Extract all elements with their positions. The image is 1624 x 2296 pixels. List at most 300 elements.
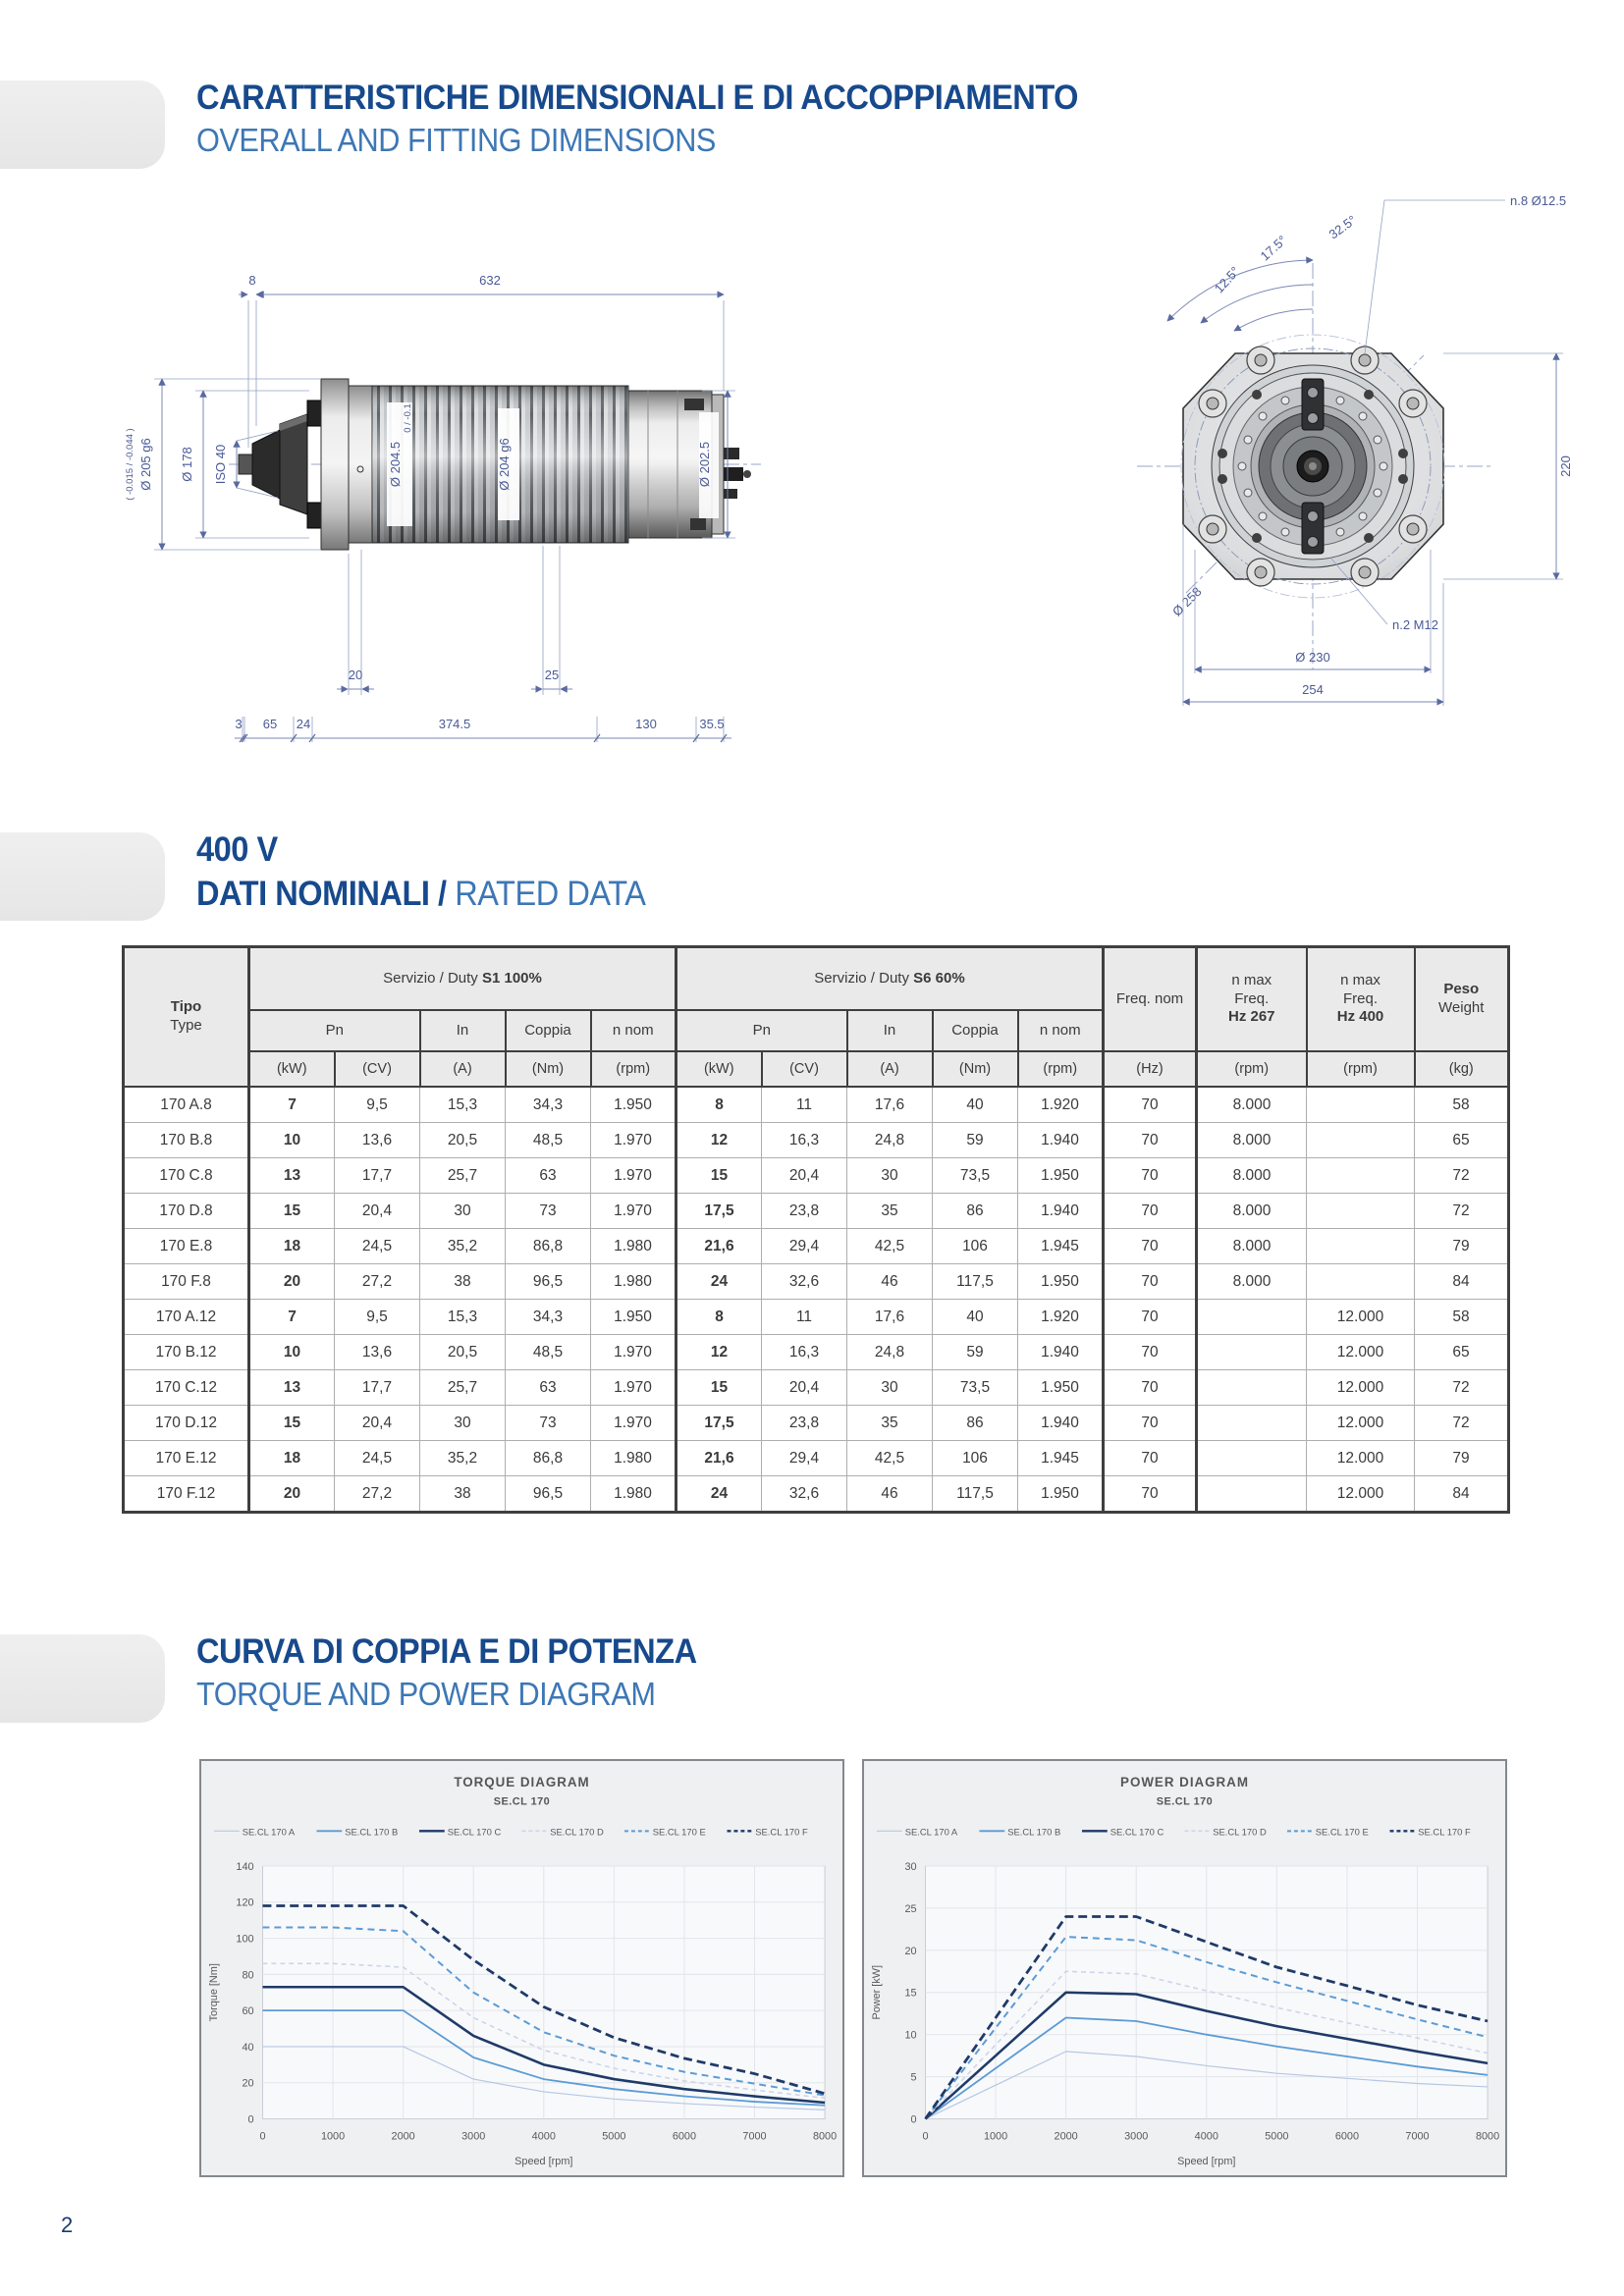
value-cell: 30	[847, 1370, 933, 1406]
legend-label: SE.CL 170 E	[652, 1826, 706, 1838]
section-title-en: OVERALL AND FITTING DIMENSIONS	[196, 122, 716, 158]
curves-title-it: CURVA DI COPPIA E DI POTENZA	[196, 1632, 697, 1671]
value-cell: 79	[1415, 1441, 1509, 1476]
table-row	[124, 1123, 1509, 1158]
value-cell: 79	[1415, 1229, 1509, 1264]
dim-angle-17-5: 17.5°	[1257, 232, 1290, 264]
value-cell: 30	[420, 1194, 506, 1229]
value-cell: 20,4	[762, 1158, 847, 1194]
value-cell: 70	[1104, 1441, 1197, 1476]
value-cell: 20,4	[335, 1406, 420, 1441]
value-cell: 72	[1415, 1158, 1509, 1194]
type-cell: 170 E.8	[124, 1229, 249, 1264]
value-cell: 65	[1415, 1123, 1509, 1158]
unit-cell: (kW)	[677, 1051, 762, 1087]
value-cell: 70	[1104, 1406, 1197, 1441]
dim-35-5: 35.5	[699, 717, 725, 731]
value-cell: 13,6	[335, 1123, 420, 1158]
y-tick-label: 60	[242, 2005, 254, 2018]
value-cell: 18	[249, 1441, 335, 1476]
rear-detail	[690, 518, 706, 530]
value-cell: 1.970	[591, 1406, 677, 1441]
value-cell: 72	[1415, 1194, 1509, 1229]
value-cell: 1.950	[1018, 1264, 1104, 1300]
rated-data-table	[122, 945, 1510, 1514]
value-cell	[1197, 1441, 1307, 1476]
y-tick-label: 25	[904, 1902, 917, 1915]
value-cell: 29,4	[762, 1229, 847, 1264]
collar	[349, 386, 372, 543]
rated-table-body	[124, 1087, 1509, 1513]
value-cell: 17,5	[677, 1406, 762, 1441]
clamp-bolt	[1308, 388, 1319, 399]
type-cell: 170 E.12	[124, 1441, 249, 1476]
value-cell: 30	[847, 1158, 933, 1194]
side-view-drawing	[113, 226, 790, 756]
value-cell: 70	[1104, 1229, 1197, 1264]
type-cell: 170 A.12	[124, 1300, 249, 1335]
y-tick-label: 100	[236, 1933, 254, 1946]
legend-label: SE.CL 170 F	[1418, 1826, 1471, 1838]
value-cell: 1.950	[1018, 1158, 1104, 1194]
x-tick-label: 7000	[742, 2130, 767, 2143]
value-cell: 8.000	[1197, 1194, 1307, 1229]
dim-204-5: Ø 204.5	[388, 441, 403, 488]
rear-detail	[684, 399, 704, 410]
dim-220: 220	[1558, 455, 1573, 477]
y-tick-label: 5	[910, 2071, 917, 2084]
type-cell: 170 F.12	[124, 1476, 249, 1513]
value-cell: 72	[1415, 1370, 1509, 1406]
type-cell: 170 C.12	[124, 1370, 249, 1406]
value-cell: 70	[1104, 1476, 1197, 1513]
x-tick-label: 0	[259, 2130, 266, 2143]
x-tick-label: 3000	[461, 2130, 486, 2143]
value-cell: 20,4	[762, 1370, 847, 1406]
unit-cell: (rpm)	[1307, 1051, 1415, 1087]
rated-data-title-it: DATI NOMINALI /	[196, 875, 447, 913]
table-row	[124, 1229, 1509, 1264]
dim-angle-12-5: 12.5°	[1211, 263, 1243, 296]
value-cell: 21,6	[677, 1229, 762, 1264]
y-axis-label: Torque [Nm]	[207, 1963, 220, 2022]
value-cell: 35,2	[420, 1229, 506, 1264]
value-cell: 1.970	[591, 1194, 677, 1229]
value-cell: 48,5	[506, 1335, 591, 1370]
value-cell: 86	[933, 1194, 1018, 1229]
subheader-in-s6: In	[847, 1010, 933, 1051]
unit-cell: (CV)	[762, 1051, 847, 1087]
table-row	[124, 1158, 1509, 1194]
value-cell: 70	[1104, 1264, 1197, 1300]
value-cell	[1197, 1406, 1307, 1441]
value-cell: 70	[1104, 1300, 1197, 1335]
chart-subtitle: SE.CL 170	[1156, 1795, 1214, 1808]
rated-data-title-en: RATED DATA	[455, 875, 646, 913]
value-cell: 29,4	[762, 1441, 847, 1476]
value-cell: 46	[847, 1264, 933, 1300]
unit-cell: (kW)	[249, 1051, 335, 1087]
value-cell: 17,7	[335, 1370, 420, 1406]
value-cell: 59	[933, 1123, 1018, 1158]
value-cell: 1.945	[1018, 1441, 1104, 1476]
column-group-duty-s1: Servizio / Duty S1 100%	[249, 947, 677, 1011]
rated-data-title	[196, 875, 645, 914]
type-cell: 170 D.8	[124, 1194, 249, 1229]
value-cell: 1.970	[591, 1123, 677, 1158]
table-row	[124, 1406, 1509, 1441]
value-cell: 35	[847, 1194, 933, 1229]
subheader-coppia-s1: Coppia	[506, 1010, 591, 1051]
value-cell: 17,7	[335, 1158, 420, 1194]
dim-n8-holes: n.8 Ø12.5	[1510, 193, 1567, 208]
value-cell: 1.980	[591, 1441, 677, 1476]
value-cell: 1.940	[1018, 1406, 1104, 1441]
legend-label: SE.CL 170 A	[242, 1826, 296, 1838]
dim-204-5-tolerance: 0 / -0.1	[403, 403, 413, 433]
dim-3: 3	[235, 717, 243, 731]
value-cell: 12	[677, 1335, 762, 1370]
dim-374-5: 374.5	[438, 717, 471, 731]
value-cell: 70	[1104, 1370, 1197, 1406]
table-row	[124, 1335, 1509, 1370]
value-cell: 12.000	[1307, 1300, 1415, 1335]
dim-230: Ø 230	[1295, 650, 1330, 665]
value-cell: 73	[506, 1406, 591, 1441]
units-row	[124, 1051, 1509, 1087]
value-cell: 12	[677, 1123, 762, 1158]
value-cell: 96,5	[506, 1476, 591, 1513]
value-cell: 27,2	[335, 1476, 420, 1513]
value-cell: 7	[249, 1300, 335, 1335]
subheader-coppia-s6: Coppia	[933, 1010, 1018, 1051]
value-cell: 117,5	[933, 1476, 1018, 1513]
clamp-bolt	[1308, 413, 1319, 424]
value-cell: 70	[1104, 1123, 1197, 1158]
chart-subtitle: SE.CL 170	[493, 1795, 551, 1808]
dim-254: 254	[1302, 682, 1324, 697]
value-cell: 63	[506, 1370, 591, 1406]
x-tick-label: 6000	[672, 2130, 697, 2143]
x-axis-label: Speed [rpm]	[1177, 2156, 1236, 2168]
value-cell: 24,5	[335, 1441, 420, 1476]
value-cell: 40	[933, 1087, 1018, 1123]
type-cell: 170 B.8	[124, 1123, 249, 1158]
value-cell: 8.000	[1197, 1158, 1307, 1194]
value-cell: 84	[1415, 1476, 1509, 1513]
legend-label: SE.CL 170 B	[345, 1826, 399, 1838]
value-cell: 73	[506, 1194, 591, 1229]
y-axis-label: Power [kW]	[870, 1964, 883, 2020]
page-number: 2	[61, 2213, 74, 2237]
front-flange	[321, 379, 349, 550]
column-header-nmax-400: n max Freq. Hz 400	[1307, 947, 1415, 1052]
y-tick-label: 140	[236, 1860, 254, 1873]
x-axis-label: Speed [rpm]	[514, 2156, 573, 2168]
value-cell: 8.000	[1197, 1264, 1307, 1300]
dim-205-tolerance: ( -0.015 / -0.044 )	[125, 428, 135, 501]
value-cell: 1.950	[1018, 1476, 1104, 1513]
subheader-in-s1: In	[420, 1010, 506, 1051]
x-tick-label: 8000	[1475, 2130, 1500, 2143]
x-tick-label: 8000	[812, 2130, 838, 2143]
table-row	[124, 1370, 1509, 1406]
value-cell: 12.000	[1307, 1476, 1415, 1513]
clamp-tab-top	[307, 400, 321, 426]
column-header-freq-nom: Freq. nom	[1104, 947, 1197, 1052]
legend-label: SE.CL 170 F	[755, 1826, 808, 1838]
subheader-nnom-s1: n nom	[591, 1010, 677, 1051]
value-cell: 63	[506, 1158, 591, 1194]
column-header-type: Tipo Type	[124, 947, 249, 1088]
value-cell: 32,6	[762, 1476, 847, 1513]
value-cell: 17,6	[847, 1087, 933, 1123]
value-cell	[1307, 1264, 1415, 1300]
dim-8: 8	[248, 273, 256, 288]
value-cell: 10	[249, 1123, 335, 1158]
value-cell: 12.000	[1307, 1335, 1415, 1370]
value-cell: 27,2	[335, 1264, 420, 1300]
dim-65: 65	[262, 717, 278, 731]
x-tick-label: 1000	[320, 2130, 346, 2143]
value-cell: 46	[847, 1476, 933, 1513]
table-row	[124, 1087, 1509, 1123]
value-cell: 34,3	[506, 1087, 591, 1123]
y-tick-label: 20	[242, 2077, 254, 2090]
value-cell: 1.970	[591, 1158, 677, 1194]
value-cell: 13	[249, 1370, 335, 1406]
value-cell: 9,5	[335, 1087, 420, 1123]
connector-pin	[743, 470, 751, 478]
torque-diagram-panel	[199, 1759, 844, 2177]
section-tab-dimensions	[0, 80, 165, 169]
value-cell: 106	[933, 1229, 1018, 1264]
value-cell: 1.945	[1018, 1229, 1104, 1264]
front-view-drawing	[1100, 177, 1610, 756]
value-cell: 1.980	[591, 1476, 677, 1513]
value-cell: 38	[420, 1264, 506, 1300]
unit-cell: (rpm)	[1018, 1051, 1104, 1087]
value-cell: 9,5	[335, 1300, 420, 1335]
value-cell: 24,8	[847, 1123, 933, 1158]
power-diagram-chart	[864, 1761, 1505, 2175]
section-tab-curves	[0, 1634, 165, 1723]
legend-label: SE.CL 170 E	[1315, 1826, 1369, 1838]
y-tick-label: 30	[904, 1860, 917, 1873]
value-cell: 58	[1415, 1087, 1509, 1123]
x-tick-label: 5000	[602, 2130, 626, 2143]
dim-130: 130	[635, 717, 657, 731]
connector	[724, 489, 737, 499]
value-cell: 1.950	[591, 1087, 677, 1123]
section-heading-rated-data	[196, 830, 679, 914]
value-cell: 15	[677, 1370, 762, 1406]
value-cell: 20	[249, 1264, 335, 1300]
value-cell	[1307, 1229, 1415, 1264]
y-tick-label: 20	[904, 1945, 917, 1957]
value-cell: 12.000	[1307, 1406, 1415, 1441]
value-cell	[1197, 1370, 1307, 1406]
value-cell: 15,3	[420, 1300, 506, 1335]
x-tick-label: 7000	[1405, 2130, 1430, 2143]
value-cell: 11	[762, 1300, 847, 1335]
value-cell: 34,3	[506, 1300, 591, 1335]
value-cell: 48,5	[506, 1123, 591, 1158]
legend-label: SE.CL 170 C	[1110, 1826, 1164, 1838]
value-cell: 8	[677, 1087, 762, 1123]
column-header-nmax-267: n max Freq. Hz 267	[1197, 947, 1307, 1052]
connector	[724, 467, 743, 481]
dim-202-5: Ø 202.5	[697, 441, 712, 488]
dim-20: 20	[348, 667, 363, 682]
value-cell: 1.950	[1018, 1370, 1104, 1406]
value-cell: 1.920	[1018, 1300, 1104, 1335]
value-cell: 40	[933, 1300, 1018, 1335]
y-tick-label: 15	[904, 1987, 917, 2000]
x-tick-label: 0	[922, 2130, 929, 2143]
value-cell: 10	[249, 1335, 335, 1370]
value-cell: 15	[249, 1406, 335, 1441]
value-cell: 20,5	[420, 1123, 506, 1158]
value-cell	[1197, 1476, 1307, 1513]
x-tick-label: 2000	[1054, 2130, 1078, 2143]
value-cell: 35	[847, 1406, 933, 1441]
value-cell: 70	[1104, 1158, 1197, 1194]
torque-diagram-chart	[201, 1761, 842, 2175]
x-tick-label: 4000	[1194, 2130, 1218, 2143]
value-cell: 25,7	[420, 1158, 506, 1194]
value-cell: 96,5	[506, 1264, 591, 1300]
value-cell: 42,5	[847, 1229, 933, 1264]
value-cell: 70	[1104, 1335, 1197, 1370]
value-cell: 1.980	[591, 1229, 677, 1264]
unit-cell: (Hz)	[1104, 1051, 1197, 1087]
value-cell: 1.940	[1018, 1335, 1104, 1370]
unit-cell: (rpm)	[591, 1051, 677, 1087]
value-cell: 35,2	[420, 1441, 506, 1476]
value-cell: 65	[1415, 1335, 1509, 1370]
value-cell: 7	[249, 1087, 335, 1123]
y-tick-label: 120	[236, 1896, 254, 1909]
unit-cell: (Nm)	[933, 1051, 1018, 1087]
y-tick-label: 40	[242, 2041, 254, 2054]
dim-iso40: ISO 40	[213, 444, 228, 485]
value-cell: 24,8	[847, 1335, 933, 1370]
value-cell: 15	[677, 1158, 762, 1194]
value-cell: 72	[1415, 1406, 1509, 1441]
value-cell: 70	[1104, 1087, 1197, 1123]
subheader-nnom-s6: n nom	[1018, 1010, 1104, 1051]
value-cell	[1307, 1123, 1415, 1158]
value-cell: 8.000	[1197, 1087, 1307, 1123]
y-tick-label: 0	[247, 2113, 254, 2126]
clamp-tab-bottom	[307, 503, 321, 528]
unit-cell: (Nm)	[506, 1051, 591, 1087]
spindle-nose-stud	[239, 454, 252, 474]
clamp-bolt	[1308, 537, 1319, 548]
value-cell: 70	[1104, 1194, 1197, 1229]
unit-cell: (A)	[420, 1051, 506, 1087]
type-cell: 170 C.8	[124, 1158, 249, 1194]
legend-label: SE.CL 170 D	[550, 1826, 604, 1838]
value-cell: 58	[1415, 1300, 1509, 1335]
value-cell: 24,5	[335, 1229, 420, 1264]
value-cell: 24	[677, 1476, 762, 1513]
table-row	[124, 1441, 1509, 1476]
chart-title: TORQUE DIAGRAM	[454, 1774, 590, 1789]
value-cell: 17,6	[847, 1300, 933, 1335]
type-cell: 170 A.8	[124, 1087, 249, 1123]
y-tick-label: 10	[904, 2029, 917, 2042]
legend-label: SE.CL 170 A	[904, 1826, 958, 1838]
section-tab-rated-data	[0, 832, 165, 921]
value-cell: 8.000	[1197, 1123, 1307, 1158]
y-tick-label: 0	[910, 2113, 917, 2126]
value-cell: 1.970	[591, 1370, 677, 1406]
value-cell: 1.980	[591, 1264, 677, 1300]
value-cell: 15,3	[420, 1087, 506, 1123]
type-cell: 170 D.12	[124, 1406, 249, 1441]
value-cell: 73,5	[933, 1158, 1018, 1194]
value-cell: 1.950	[591, 1300, 677, 1335]
dim-angle-32-5: 32.5°	[1326, 212, 1360, 242]
legend-label: SE.CL 170 D	[1213, 1826, 1267, 1838]
subheader-pn-s6: Pn	[677, 1010, 847, 1051]
legend-label: SE.CL 170 B	[1007, 1826, 1061, 1838]
value-cell: 11	[762, 1087, 847, 1123]
y-tick-label: 80	[242, 1969, 254, 1982]
value-cell: 1.940	[1018, 1123, 1104, 1158]
subheader-pn-s1: Pn	[249, 1010, 420, 1051]
value-cell: 32,6	[762, 1264, 847, 1300]
x-tick-label: 2000	[391, 2130, 415, 2143]
value-cell: 23,8	[762, 1194, 847, 1229]
voltage-label: 400 V	[196, 830, 278, 869]
value-cell: 24	[677, 1264, 762, 1300]
legend-label: SE.CL 170 C	[447, 1826, 502, 1838]
value-cell	[1197, 1335, 1307, 1370]
table-row	[124, 1300, 1509, 1335]
value-cell: 25,7	[420, 1370, 506, 1406]
power-diagram-panel	[862, 1759, 1507, 2177]
table-row	[124, 1194, 1509, 1229]
column-header-weight: Peso Weight	[1415, 947, 1509, 1052]
section-heading-curves	[196, 1632, 734, 1713]
x-tick-label: 4000	[531, 2130, 556, 2143]
column-group-duty-s6: Servizio / Duty S6 60%	[677, 947, 1104, 1011]
x-tick-label: 6000	[1334, 2130, 1360, 2143]
dim-25: 25	[544, 667, 560, 682]
value-cell: 23,8	[762, 1406, 847, 1441]
value-cell: 16,3	[762, 1123, 847, 1158]
connector	[724, 448, 739, 459]
dim-258: Ø 258	[1168, 583, 1205, 619]
value-cell: 106	[933, 1441, 1018, 1476]
value-cell: 1.920	[1018, 1087, 1104, 1123]
chart-title: POWER DIAGRAM	[1120, 1774, 1249, 1789]
value-cell: 18	[249, 1229, 335, 1264]
value-cell: 20	[249, 1476, 335, 1513]
dim-24: 24	[296, 717, 311, 731]
x-tick-label: 1000	[983, 2130, 1008, 2143]
x-tick-label: 5000	[1265, 2130, 1289, 2143]
value-cell: 13	[249, 1158, 335, 1194]
value-cell: 30	[420, 1406, 506, 1441]
value-cell	[1307, 1158, 1415, 1194]
center-bore-glint	[1309, 462, 1317, 470]
unit-cell: (kg)	[1415, 1051, 1509, 1087]
type-cell: 170 B.12	[124, 1335, 249, 1370]
